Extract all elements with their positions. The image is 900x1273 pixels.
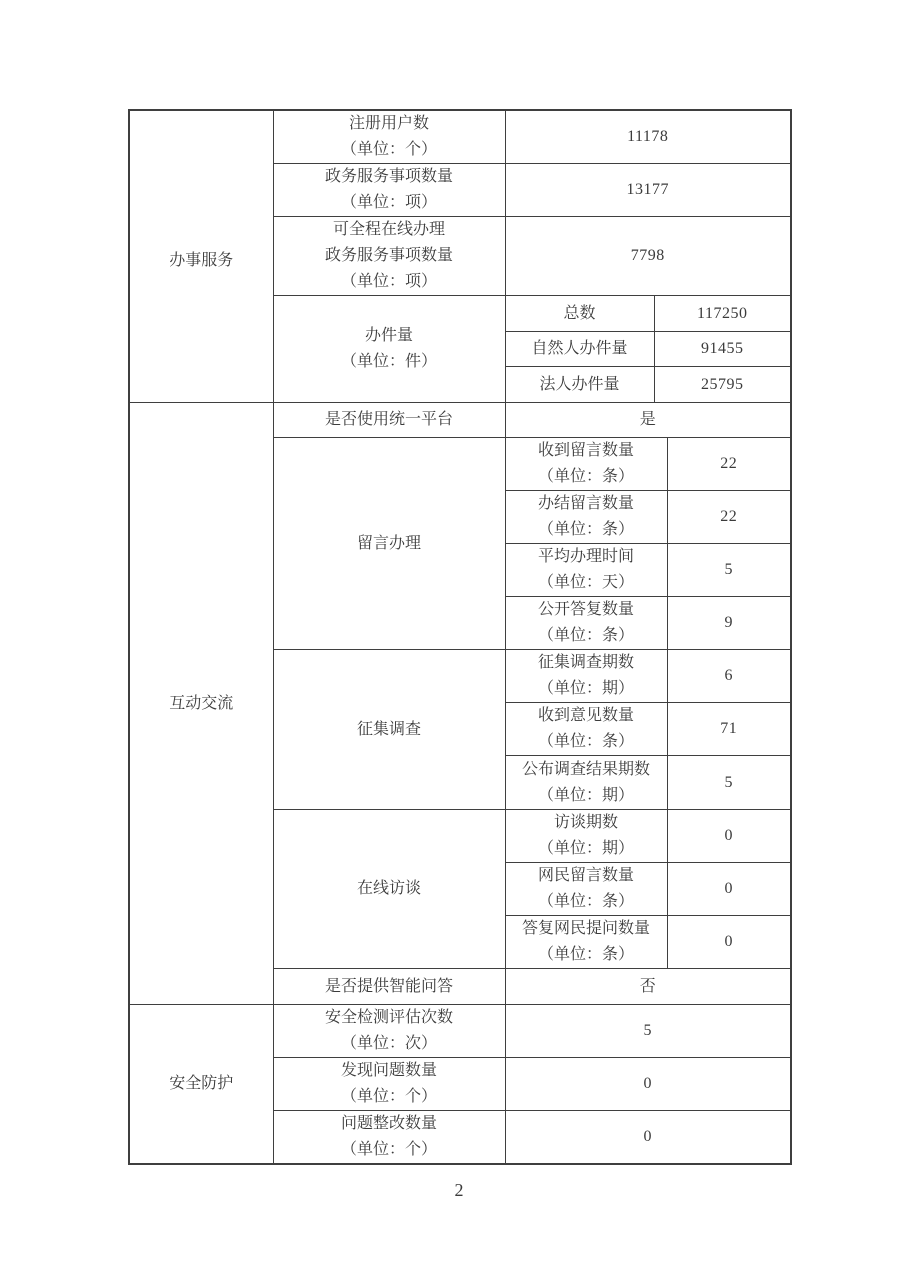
- sub-metric-label-cell: 总数: [505, 296, 654, 332]
- sub-metric-label-cell: [505, 703, 667, 756]
- section-cell-security: [129, 1005, 273, 1165]
- metric-label: 办件量: [364, 327, 413, 344]
- metric-label-cell: [273, 1058, 505, 1111]
- sub-metric-value-cell: 6: [667, 650, 791, 703]
- metric-label: 发现问题数量: [340, 1062, 437, 1079]
- sub-metric-value-cell: 22: [667, 438, 791, 491]
- section-label: 安全防护: [169, 1075, 234, 1092]
- sub-metric-value-cell: 91455: [654, 332, 791, 367]
- sub-metric-label: 办结留言数量: [537, 495, 634, 512]
- sub-metric-label: 答复网民提问数量: [521, 920, 650, 937]
- section-label: 办事服务: [169, 252, 234, 269]
- sub-metric-unit: （单位：条）: [537, 468, 634, 485]
- metric-label-cell: 是否提供智能问答: [273, 969, 505, 1005]
- sub-metric-unit: （单位：条）: [537, 627, 634, 644]
- sub-metric-unit: （单位：期）: [537, 786, 634, 804]
- sub-metric-unit: （单位：期）: [537, 840, 634, 857]
- metric-label-cell: [273, 217, 505, 296]
- metric-label: 政务服务事项数量: [324, 168, 453, 185]
- section-cell-service: [129, 110, 273, 403]
- sub-metric-label-cell: [505, 863, 667, 916]
- section-cell-interaction: [129, 403, 273, 1005]
- metric-unit: （单位：次）: [340, 1035, 437, 1052]
- metric-label-cell: 征集调查: [273, 650, 505, 810]
- sub-metric-label-cell: [505, 438, 667, 491]
- metric-unit: （单位：件）: [340, 353, 437, 370]
- sub-metric-unit: （单位：条）: [537, 893, 634, 910]
- metric-label: 安全检测评估次数: [324, 1009, 453, 1026]
- sub-metric-label-cell: [505, 544, 667, 597]
- sub-metric-value-cell: 9: [667, 597, 791, 650]
- metric-label-cell: 在线访谈: [273, 810, 505, 969]
- sub-metric-value-cell: 5: [667, 544, 791, 597]
- sub-metric-value-cell: 71: [667, 703, 791, 756]
- metric-unit: （单位：个）: [340, 141, 437, 158]
- sub-metric-value-cell: 5: [667, 756, 791, 810]
- page-number: 2: [454, 1180, 464, 1200]
- metric-label: 问题整改数量: [340, 1115, 437, 1132]
- sub-metric-label-cell: [505, 916, 667, 969]
- metric-unit: （单位：项）: [340, 194, 437, 211]
- metric-label-cell: [273, 164, 505, 217]
- sub-metric-label: 平均办理时间: [537, 548, 634, 565]
- sub-metric-label: 公开答复数量: [537, 601, 634, 618]
- metric-label-cell: 留言办理: [273, 438, 505, 650]
- sub-metric-label: 收到意见数量: [537, 707, 634, 724]
- sub-metric-label-cell: [505, 597, 667, 650]
- sub-metric-value-cell: 0: [667, 916, 791, 969]
- sub-metric-unit: （单位：期）: [537, 680, 634, 697]
- sub-metric-value-cell: 0: [667, 810, 791, 863]
- sub-metric-value-cell: 22: [667, 491, 791, 544]
- metric-label-cell: 是否使用统一平台: [273, 403, 505, 438]
- sub-metric-unit: （单位：条）: [537, 521, 634, 538]
- sub-metric-value-cell: 0: [667, 863, 791, 916]
- metric-label-cell: [273, 1111, 505, 1165]
- metric-value-cell: 5: [505, 1005, 791, 1058]
- sub-metric-label-cell: [505, 491, 667, 544]
- metric-label-cell: [273, 1005, 505, 1058]
- sub-metric-unit: （单位：天）: [537, 574, 634, 591]
- sub-metric-label-cell: 法人办件量: [505, 367, 654, 403]
- report-table: [128, 109, 792, 1165]
- metric-value-cell: 0: [505, 1111, 791, 1165]
- metric-value-cell: 否: [505, 969, 791, 1005]
- metric-unit: （单位：个）: [340, 1141, 437, 1158]
- metric-unit: （单位：个）: [340, 1088, 437, 1105]
- sub-metric-unit: （单位：条）: [537, 733, 634, 750]
- sub-metric-value-cell: 117250: [654, 296, 791, 332]
- metric-value-cell: 0: [505, 1058, 791, 1111]
- metric-label: 政务服务事项数量: [324, 247, 453, 264]
- metric-label-cell: [273, 296, 505, 403]
- sub-metric-label: 征集调查期数: [537, 654, 634, 671]
- sub-metric-label: 收到留言数量: [537, 442, 634, 459]
- sub-metric-label-cell: 自然人办件量: [505, 332, 654, 367]
- sub-metric-label: 网民留言数量: [537, 867, 634, 884]
- metric-unit: （单位：项）: [340, 273, 437, 290]
- sub-metric-value-cell: 25795: [654, 367, 791, 403]
- metric-value-cell: 13177: [505, 164, 791, 217]
- sub-metric-label-cell: [505, 756, 667, 810]
- sub-metric-label-cell: [505, 650, 667, 703]
- metric-value-cell: 11178: [505, 110, 791, 164]
- metric-value-cell: 7798: [505, 217, 791, 296]
- metric-label-cell: [273, 110, 505, 164]
- metric-label: 可全程在线办理: [332, 221, 445, 238]
- sub-metric-label: 公布调查结果期数: [521, 760, 650, 778]
- sub-metric-label: 访谈期数: [553, 814, 618, 831]
- metric-value-cell: 是: [505, 403, 791, 438]
- section-label: 互动交流: [169, 694, 234, 712]
- sub-metric-label-cell: [505, 810, 667, 863]
- metric-label: 注册用户数: [348, 115, 429, 132]
- sub-metric-unit: （单位：条）: [537, 946, 634, 963]
